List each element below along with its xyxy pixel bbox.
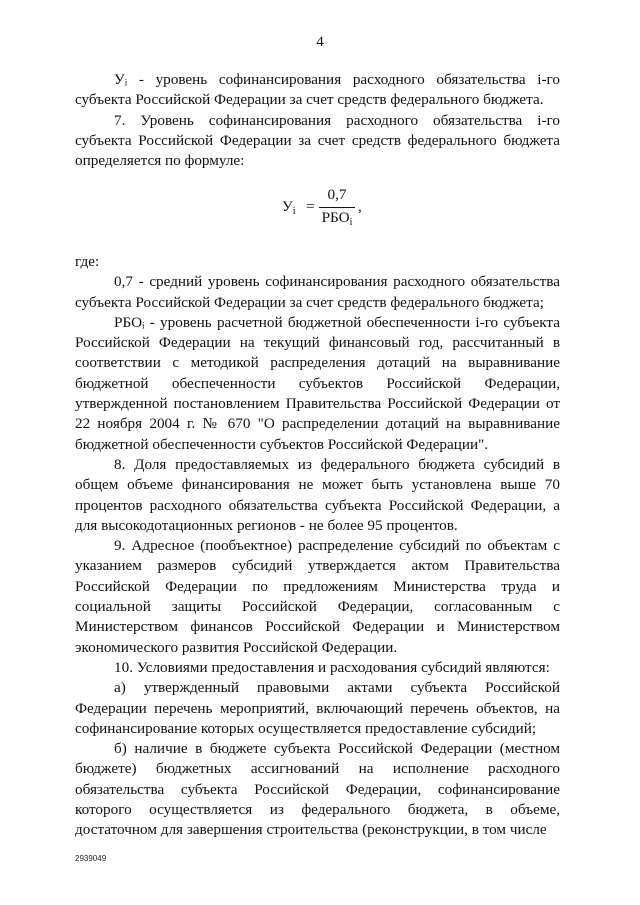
formula xyxy=(282,186,402,236)
paragraph-item-10: 10. Условиями предоставления и расходования субсидий являются: xyxy=(114,658,550,676)
formula-numerator: 0,7 xyxy=(327,186,347,203)
text-block-main xyxy=(75,252,560,841)
paragraph-item-10b: б) наличие в бюджете субъекта Российской Федерации (местном бюджете) бюджетных ассигнований на исполнение расходного обязательства субъекта Российской Федерации, софинансирование которого осуществляется из федерального бюджета, в объеме, достаточном для завершения строительства (реконструкции, в том числе xyxy=(75,740,560,839)
document-id: 2939049 xyxy=(75,854,107,863)
paragraph-item-8: 8. Доля предоставляемых из федерального бюджета субсидий в общем объеме финансирования не может быть установлена выше 70 процентов расходного обязательства субъекта Российской Федерации, а для высокодотационных регионов - не более 95 процентов. xyxy=(75,455,560,534)
paragraph-rbo-definition: РБОᵢ - уровень расчетной бюджетной обеспеченности i-го субъекта Российской Федерации на текущий финансовый год, рассчитанный в соответствии с методикой распределения дотаций на выравнивание бюджетной обеспеченности субъектов Российской Федерации, утвержденной постановлением Правительства Российской Федерации от 22 ноября 2004 г. № 670 "О распределении дотаций на выравнивание бюджетной обеспеченности субъектов Российской Федерации". xyxy=(75,313,560,453)
formula-equals: = xyxy=(306,198,315,215)
formula-fraction-bar xyxy=(319,207,355,208)
formula-comma: , xyxy=(358,198,362,215)
paragraph-item-9: 9. Адресное (пообъектное) распределение субсидий по объектам с указанием размеров субсидий утверждается актом Правительства Российской Федерации по предложениям Министерства труда и социальной защиты Российской Федерации, согласованным с Министерством финансов Российской Федерации и Министерством экономического развития Российской Федерации. xyxy=(75,537,560,656)
formula-denominator: $РБО_i$ xyxy=(321,209,353,228)
paragraph-coefficient-definition: Уᵢ - уровень софинансирования расходного обязательства i-го субъекта Российской Федерации за счет средств федерального бюджета. xyxy=(75,71,560,109)
paragraph-where: где: xyxy=(75,253,100,270)
paragraph-item-10a: а) утвержденный правовыми актами субъекта Российской Федерации перечень мероприятий, включающий перечень объектов, на софинансирование которых осуществляется предоставление субсидий; xyxy=(75,679,560,737)
paragraph-average-level: 0,7 - средний уровень софинансирования расходного обязательства субъекта Российской Федерации за счет средств федерального бюджета; xyxy=(75,273,560,311)
formula-lhs: $У_i$ xyxy=(282,198,296,217)
text-block-top xyxy=(75,70,560,171)
page-number: 4 xyxy=(316,34,324,50)
paragraph-item-7: 7. Уровень софинансирования расходного обязательства i-го субъекта Российской Федерации за счет средств федерального бюджета определяется по формуле: xyxy=(75,111,560,170)
